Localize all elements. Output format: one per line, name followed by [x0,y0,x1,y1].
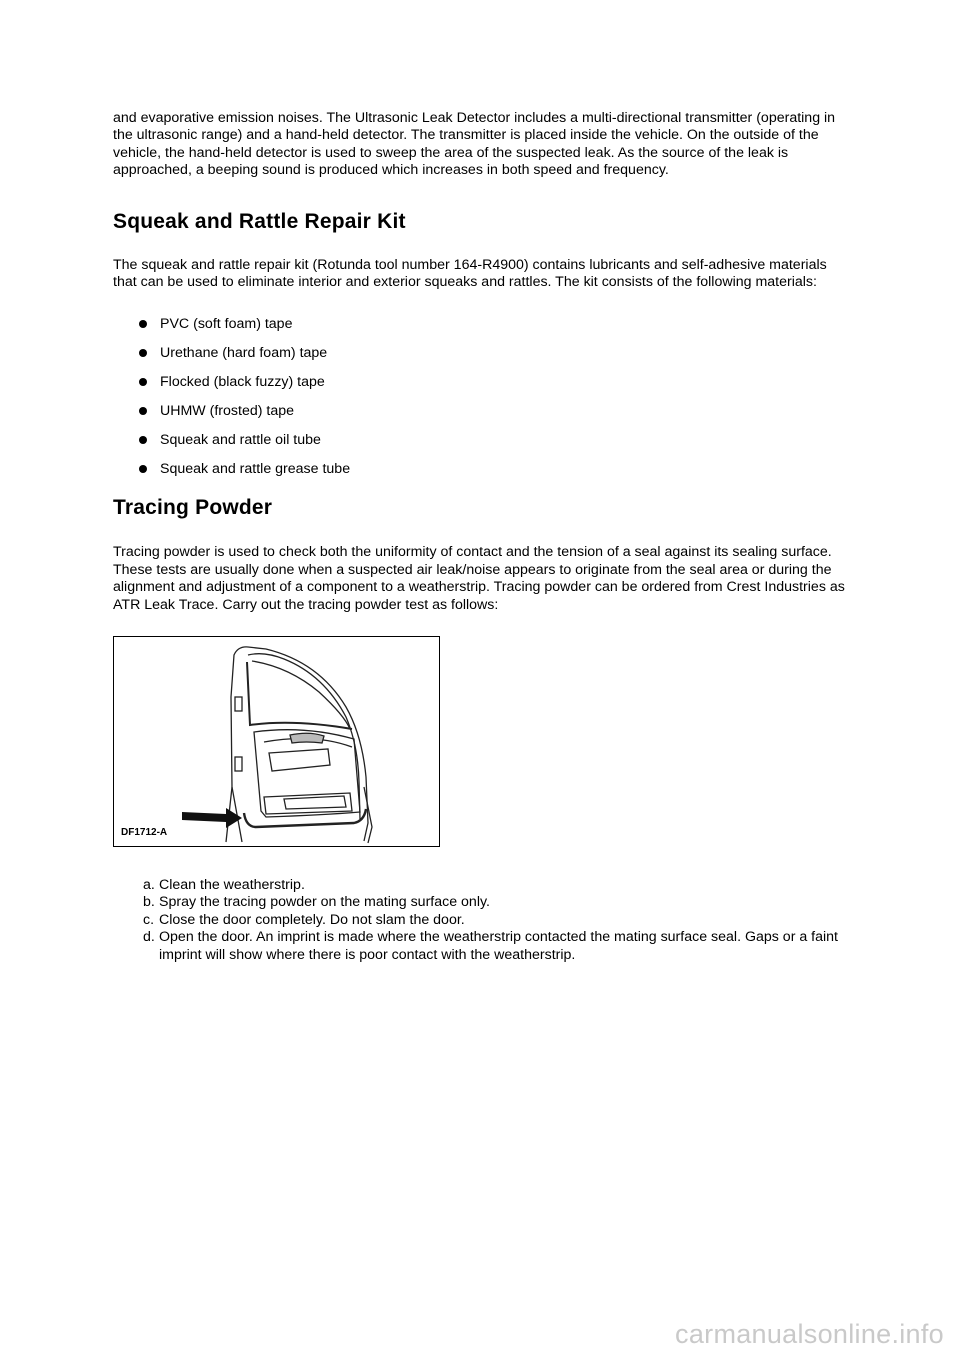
intro-paragraph: and evaporative emission noises. The Ultrasonic Leak Detector includes a multi-directional transmitter (operating in the ultrasonic range) and a hand-held detector. The transmitter is placed inside the vehicle. On the outside of the vehicle, the hand-held detector is used to sweep the area of the suspected leak. As the source of the leak is approached, a beeping sound is produced which increases in both speed and frequency. [113,110,836,179]
list-item [113,912,853,929]
step-marker: a. [143,877,155,894]
step-marker: d. [143,929,155,946]
list-item: Squeak and rattle oil tube [139,432,853,461]
list-item [113,929,853,964]
watermark: carmanualsonline.info [675,1319,944,1349]
tracing-steps-list [113,877,853,964]
list-item: UHMW (frosted) tape [139,403,853,432]
door-illustration [114,637,439,846]
kit-materials-list [113,316,853,490]
step-marker: b. [143,894,155,911]
step-text: Open the door. An imprint is made where the weatherstrip contacted the mating surface seal. Gaps or a faint imprint will show where there is poor contact with the weatherstrip. [159,929,839,963]
tracing-paragraph: Tracing powder is used to check both the uniformity of contact and the tension of a seal against its sealing surface. These tests are usually done when a suspected air leak/noise appears to originate from the seal area or during the alignment and adjustment of a component to a weatherstrip. Tracing powder can be ordered from Crest Industries as ATR Leak Trace. Carry out the tracing powder test as follows: [113,544,845,613]
bullet-icon [139,436,147,444]
list-item: PVC (soft foam) tape [139,316,853,345]
step-text: Clean the weatherstrip. [159,877,305,894]
kit-paragraph: The squeak and rattle repair kit (Rotunda tool number 164-R4900) contains lubricants and self-adhesive materials that can be used to eliminate interior and exterior squeaks and rattles. The kit consists of the following materials: [113,256,827,291]
arrow-icon [182,808,242,828]
heading-tracing-powder: Tracing Powder [113,496,273,520]
bullet-icon [139,349,147,357]
step-marker: c. [143,911,155,928]
document-body [113,110,853,964]
door-weatherstrip-figure [113,636,440,847]
step-text: Close the door completely. Do not slam the door. [159,911,465,928]
bullet-icon [139,407,147,415]
bullet-icon [139,378,147,386]
bullet-icon [139,320,147,328]
list-item [113,894,853,911]
list-item: Flocked (black fuzzy) tape [139,374,853,403]
list-item: Squeak and rattle grease tube [139,461,853,490]
heading-squeak-rattle-kit: Squeak and Rattle Repair Kit [113,209,406,233]
list-item [113,877,853,894]
list-item: Urethane (hard foam) tape [139,345,853,374]
figure-code: DF1712-A [121,827,168,839]
step-text: Spray the tracing powder on the mating surface only. [159,894,490,911]
bullet-icon [139,465,147,473]
